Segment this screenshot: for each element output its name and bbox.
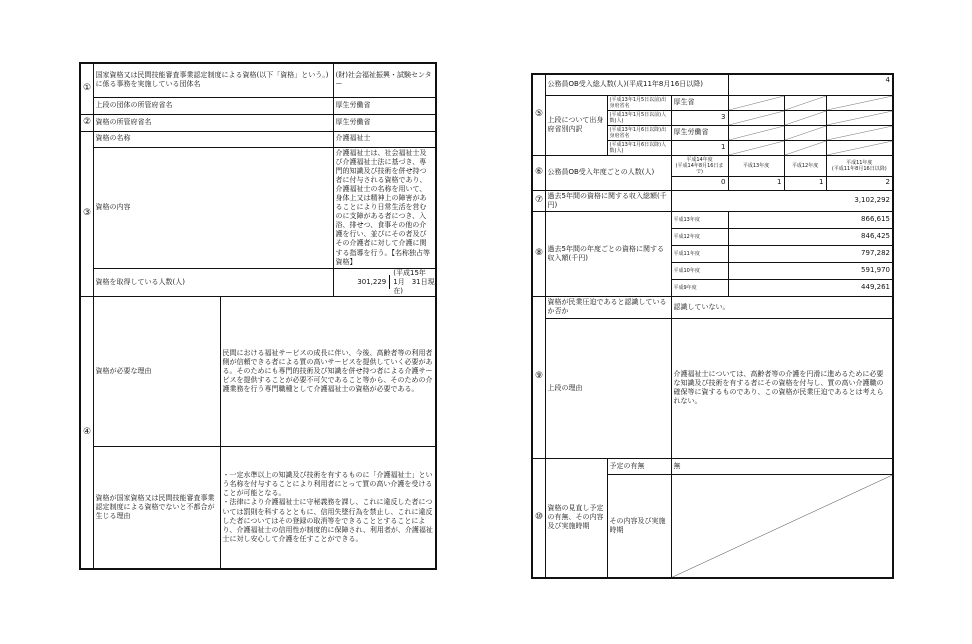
row-number: ① — [80, 63, 93, 114]
breakdown-row-label: (平成13年1月5日以前)人数(人) — [607, 110, 671, 125]
empty-cell — [826, 140, 893, 155]
income-total-label: 過去5年間の資格に関する収入総額(千円) — [545, 190, 671, 211]
empty-cell — [784, 140, 826, 155]
ministry-breakdown-label: 上段について出身府省別内訳 — [545, 95, 607, 155]
row-number: ⑤ — [532, 74, 545, 155]
row-number: ⑧ — [532, 211, 545, 296]
breakdown-row-value: 厚生省 — [671, 95, 728, 110]
left-page — [79, 62, 437, 570]
income-year: 平成11年度 — [671, 245, 728, 262]
income-year-value: 449,261 — [728, 279, 893, 296]
income-year: 平成12年度 — [671, 228, 728, 245]
national-reason-label: 資格が国家資格又は民間技能審査事業認定制度による資格でないと不都合が生じる理由 — [93, 447, 220, 570]
income-year-value: 797,282 — [728, 245, 893, 262]
ob-year-value: 1 — [728, 176, 784, 190]
holder-count-label: 資格を取得している人数(人) — [93, 268, 333, 296]
organization-ministry-label: 上段の団体の所管府省名 — [93, 97, 333, 114]
empty-cell — [728, 95, 784, 110]
empty-cell — [826, 125, 893, 140]
ob-year-value: 0 — [671, 176, 728, 190]
breakdown-row-value: 厚生労働省 — [671, 125, 728, 140]
holder-count-date: (平成15年 1月 31日現在) — [393, 268, 435, 295]
row-number: ④ — [80, 297, 93, 570]
income-year-value: 591,970 — [728, 262, 893, 279]
competition-reason-label: 上段の理由 — [545, 318, 671, 458]
competition-label: 資格が民業圧迫であると認識しているか否か — [545, 296, 671, 318]
necessity-label: 資格が必要な理由 — [93, 297, 220, 447]
organization-ministry-value: 厚生労働省 — [333, 97, 436, 114]
review-label: 資格の見直し予定の有無、その内容及び実施時期 — [545, 458, 607, 578]
competition-value: 認識していない。 — [671, 296, 893, 318]
income-yearly-label: 過去5年間の年度ごとの資格に関する収入額(千円) — [545, 211, 671, 296]
breakdown-row-label: (平成13年1月5日以前)出身府省名 — [607, 95, 671, 110]
row-number: ⑦ — [532, 190, 545, 211]
breakdown-row-value: 3 — [671, 110, 728, 125]
review-plan-value: 無 — [671, 458, 893, 474]
income-year-value: 866,615 — [728, 211, 893, 228]
income-year-value: 846,425 — [728, 228, 893, 245]
empty-cell — [728, 125, 784, 140]
income-year: 平成9年度 — [671, 279, 728, 296]
breakdown-row-label: (平成13年1月6日以降)出身府省名 — [607, 125, 671, 140]
qualification-content-label: 資格の内容 — [93, 147, 333, 268]
ob-year-header: 平成12年度 — [784, 155, 826, 176]
ob-yearly-label: 公務員OB受入年度ごとの人数(人) — [545, 155, 671, 190]
ob-year-header: 平成11年度 (平成11年8月16日以降) — [826, 155, 893, 176]
competition-reason-value: 介護福祉士については、高齢者等の介護を円滑に進めるために必要な知識及び技術を有する者にその資格を付与し、質の高い介護職の確保等に資するものであり、この資格が民業圧迫であるとは考えられない。 — [671, 318, 893, 458]
review-detail-label: その内容及び実施時期 — [607, 474, 671, 578]
income-total-value: 3,102,292 — [671, 190, 893, 211]
income-year: 平成10年度 — [671, 262, 728, 279]
qualification-name-value: 介護福祉士 — [333, 131, 436, 147]
ministry-label: 資格の所管府省名 — [93, 114, 333, 131]
empty-cell — [826, 95, 893, 110]
row-number: ⑥ — [532, 155, 545, 190]
row-number: ⑨ — [532, 296, 545, 458]
row-number: ③ — [80, 131, 93, 297]
organization-value: (財)社会福祉振興・試験センター — [333, 63, 436, 97]
ministry-value: 厚生労働省 — [333, 114, 436, 131]
ob-total-label: 公務員OB受入総人数(人)(平成11年8月16日以降) — [545, 74, 728, 95]
empty-cell — [784, 125, 826, 140]
empty-cell — [826, 110, 893, 125]
qualification-name-label: 資格の名称 — [93, 131, 333, 147]
holder-count-cell — [333, 268, 436, 296]
review-plan-label: 予定の有無 — [607, 458, 671, 474]
necessity-value: 民間における福祉サービスの成長に伴い、今後、高齢者等の利用者側が信頼できる者による質の高いサービスを提供していく必要がある。そのためにも専門的技術及び知識を併せ持つ者による介護サービスを提供することが必要不可欠であること等から、そのための介護業務を行う専門職種として介護福祉士の資格が必要である。 — [220, 297, 436, 447]
left-form-table — [79, 62, 437, 570]
ob-year-value: 1 — [784, 176, 826, 190]
right-form-table — [531, 73, 894, 579]
ob-year-header: 平成13年度 — [728, 155, 784, 176]
national-reason-value: ・一定水準以上の知識及び技術を有するものに「介護福祉士」という名称を付与することにより利用者にとって質の高い介護を受けることが可能となる。 ・法律により介護福祉士に守秘義務を課し、これに違反した者については罰則を科するとともに、信用失墜行為を禁止し、これに違反した者についてはその登録の取消等をできることとすることにより、介護福祉士の信用性が制度的に保障され、利用者が、介護福祉士に対し安心して介護を任すことができる。 — [220, 447, 436, 570]
ob-year-header: 平成14年度 (平成14年8月16日まで) — [671, 155, 728, 176]
organization-label: 国家資格又は民間技能審査事業認定制度による資格(以下「資格」という。)に係る事務を実施している団体名 — [93, 63, 333, 97]
qualification-content-value: 介護福祉士は、社会福祉士及び介護福祉士法に基づき、専門的知識及び技術を併せ持つ者に付与される資格であり、介護福祉士の名称を用いて、身体上又は精神上の障害があることにより日常生活を営むのに支障がある者につき、入浴、排せつ、食事その他の介護を行い、並びにその者及びその介護者に対して介護に関する指導を行う。【名称独占等資格】 — [333, 147, 436, 268]
empty-cell — [784, 95, 826, 110]
empty-cell — [784, 110, 826, 125]
breakdown-row-value: 1 — [671, 140, 728, 155]
row-number: ⑩ — [532, 458, 545, 578]
right-page — [531, 73, 894, 579]
empty-cell — [728, 110, 784, 125]
empty-cell — [728, 140, 784, 155]
review-detail-empty — [671, 474, 893, 578]
holder-count-value: 301,229 — [334, 275, 391, 289]
ob-year-value: 2 — [826, 176, 893, 190]
row-number: ② — [80, 114, 93, 131]
ob-total-value: 4 — [728, 74, 893, 95]
breakdown-row-label: (平成13年1月6日以降)人数(人) — [607, 140, 671, 155]
income-year: 平成13年度 — [671, 211, 728, 228]
